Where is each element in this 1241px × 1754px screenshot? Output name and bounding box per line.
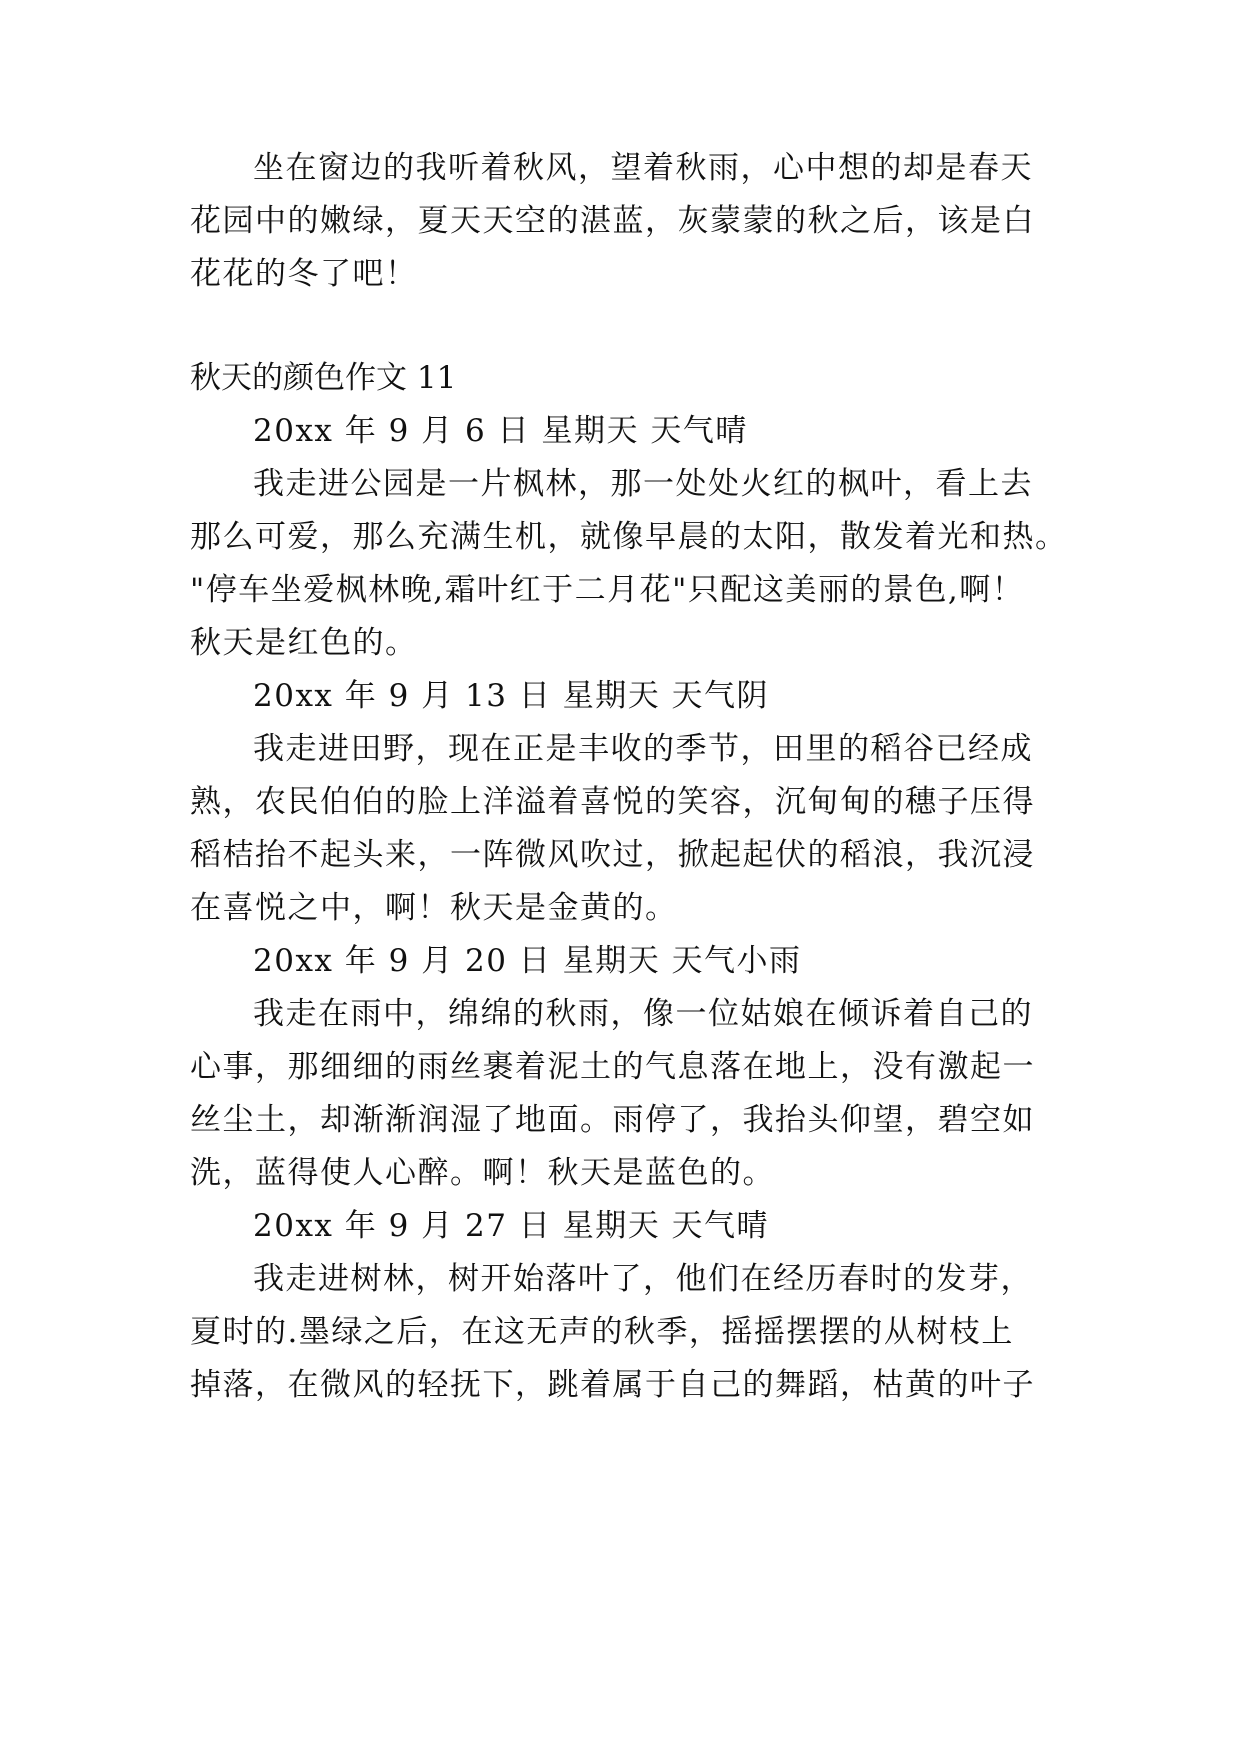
entry-line: "停车坐爱枫林晚,霜叶红于二月花"只配这美丽的景色,啊！ — [190, 572, 1025, 608]
entry-line: 洗，蓝得使人心醉。啊！秋天是蓝色的。 — [190, 1155, 775, 1191]
entry-line: 丝尘土，却渐渐润湿了地面。雨停了，我抬头仰望，碧空如 — [190, 1102, 1035, 1138]
intro-line-1: 坐在窗边的我听着秋风，望着秋雨，心中想的却是春天 — [253, 150, 1033, 186]
entry-line: 秋天是红色的。 — [190, 625, 418, 661]
intro-line-2: 花园中的嫩绿，夏天天空的湛蓝，灰蒙蒙的秋之后，该是白 — [190, 203, 1035, 239]
entry-line: 心事，那细细的雨丝裹着泥土的气息落在地上，没有激起一 — [190, 1049, 1035, 1085]
section-title: 秋天的颜色作文 11 — [190, 360, 457, 396]
entry-date: 20xx 年 9 月 6 日 星期天 天气晴 — [253, 413, 748, 449]
intro-line-3: 花花的冬了吧！ — [190, 256, 418, 292]
entry-line: 熟，农民伯伯的脸上洋溢着喜悦的笑容，沉甸甸的穗子压得 — [190, 784, 1035, 820]
entry-line: 我走进树林，树开始落叶了，他们在经历春时的发芽， — [253, 1261, 1033, 1297]
entry-date: 20xx 年 9 月 20 日 星期天 天气小雨 — [253, 943, 802, 979]
entry-line: 稻桔抬不起头来，一阵微风吹过，掀起起伏的稻浪，我沉浸 — [190, 837, 1035, 873]
entry-line: 我走进公园是一片枫林，那一处处火红的枫叶，看上去 — [253, 466, 1033, 502]
entry-line: 掉落，在微风的轻抚下，跳着属于自己的舞蹈，枯黄的叶子 — [190, 1367, 1035, 1403]
entry-line: 那么可爱，那么充满生机，就像早晨的太阳，散发着光和热。 — [190, 519, 1068, 555]
entry-date: 20xx 年 9 月 13 日 星期天 天气阴 — [253, 678, 770, 714]
entry-line: 在喜悦之中，啊！秋天是金黄的。 — [190, 890, 678, 926]
entry-date: 20xx 年 9 月 27 日 星期天 天气晴 — [253, 1208, 770, 1244]
entry-line: 我走进田野，现在正是丰收的季节，田里的稻谷已经成 — [253, 731, 1033, 767]
entry-line: 我走在雨中，绵绵的秋雨，像一位姑娘在倾诉着自己的 — [253, 996, 1033, 1032]
entry-line: 夏时的.墨绿之后，在这无声的秋季，摇摇摆摆的从树枝上 — [190, 1314, 1014, 1350]
